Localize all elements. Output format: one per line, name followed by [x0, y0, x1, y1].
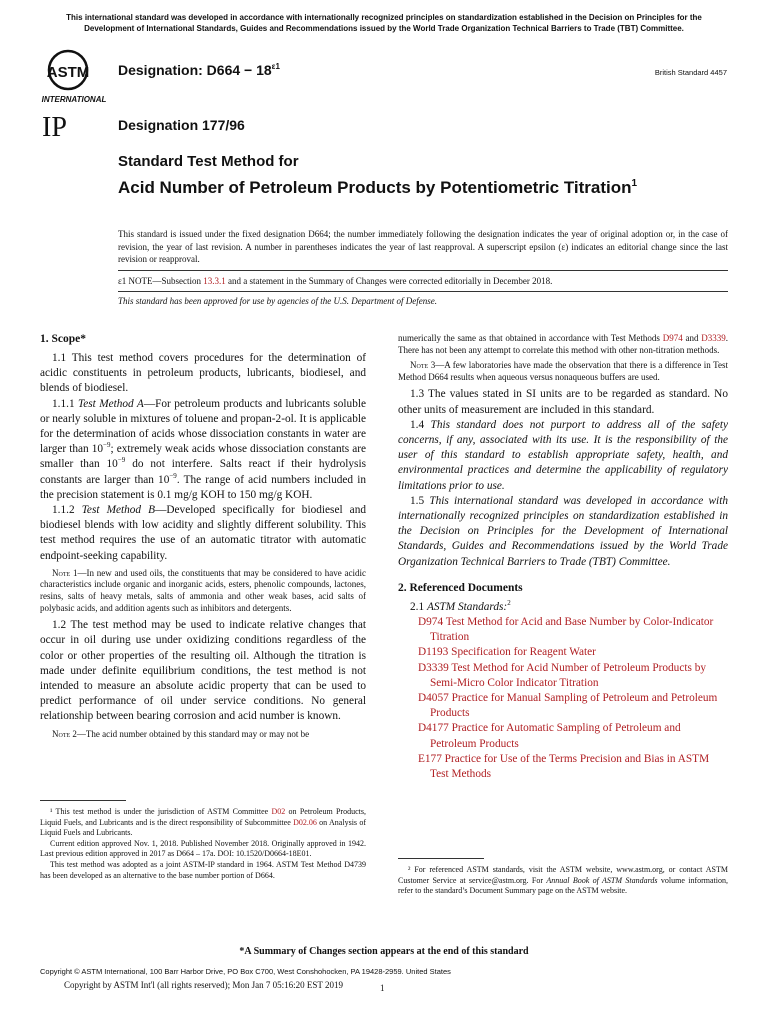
paragraph-1-1-2: 1.1.2 Test Method B—Developed specifically for biodiesel and biodiesel blends with low acidity and slightly different solubility. This test method requires the use of an automatic titrator with automatic endpoint-seeking capability.	[40, 504, 366, 562]
note-1: Note 1—In new and used oils, the constituents that may be considered to have acidic characteristics include organic and inorganic acids, esters, phenolic compounds, lactones, resins, salts of heavy metals, salts of ammonia and other weak bases, acid salts of polybasic acids, and addition agents such as inhibitors and detergents.	[40, 567, 366, 613]
reference-link[interactable]: D1193	[418, 646, 449, 659]
footnote-1-edition: Current edition approved Nov. 1, 2018. Published November 2018. Originally approved in 1942. Last previous edition approved in 2017 as D664 – 17a. DOI: 10.1520/D0664-18E01.	[40, 838, 366, 859]
subsection-link[interactable]: 13.3.1	[203, 275, 226, 286]
referenced-documents-heading: 2. Referenced Documents	[398, 581, 523, 594]
d02-06-link[interactable]: D02.06	[293, 817, 317, 827]
left-column	[40, 333, 366, 744]
reference-list	[398, 615, 728, 782]
paragraph-1-3: 1.3 The values stated in SI units are to be regarded as standard. No other units of measurement are included in this standard.	[398, 388, 728, 416]
divider	[118, 291, 728, 292]
scope-heading: 1. Scope*	[40, 333, 86, 345]
footnotes-left	[40, 800, 366, 881]
designation-astm: Designation: $D664 - 18^{\varepsilon 1}$	[118, 62, 280, 78]
d02-link[interactable]: D02	[271, 807, 286, 816]
right-column	[398, 333, 728, 782]
summary-of-changes-notice: *A Summary of Changes section appears at the end of this standard	[239, 946, 529, 957]
ip-logo-text: IP	[42, 112, 67, 140]
reference-item: D4057 Practice for Manual Sampling of Petroleum and Petroleum Products	[418, 692, 718, 720]
reference-link[interactable]: D974	[418, 616, 444, 629]
divider	[118, 270, 728, 271]
paragraph-1-1-1: 1.1.1 Test Method A—For petroleum products and lubricants soluble or nearly soluble in mixtures of toluene and propan-2-ol. It is applicable for the determination of acids whose dissociation constants in water are larger than $10^{-9}$; extremely weak acids whose dissociation constants are smaller than $10^{-9}$ do not interfere. Salts react if their hydrolysis constants are larger than $10^{-9}$. The range of acid numbers included in the precision statement is 0.1 mg/g KOH to 150 mg/g KOH.	[40, 397, 367, 501]
reference-item: E177 Practice for Use of the Terms Precision and Bias in ASTM Test Methods	[418, 752, 710, 781]
note-3: Note 3—A few laboratories have made the observation that there is a difference in Test Method D664 results when aqueous versus nonaqueous buffers are used.	[398, 360, 728, 382]
intro-block	[118, 228, 728, 306]
paragraph-1-1: 1.1 This test method covers procedures for the determination of acidic constituents in petroleum products, lubricants, biodiesel, and blends of biodiesel.	[40, 352, 366, 395]
ip-logo	[40, 110, 86, 140]
license-line: Copyright by ASTM Int'l (all rights reserved); Mon Jan 7 05:16:20 EST 2019	[64, 980, 343, 990]
reference-link[interactable]: D4057	[418, 692, 449, 705]
paragraph-1-5: 1.5 This international standard was developed in accordance with internationally recognized principles on standardization established in the Decision on Principles for the Development of International Standards, Guides and Recommendations issued by the World Trade Organization Technical Barriers to Trade (TBT) Committee.	[398, 494, 728, 568]
reference-link[interactable]: D3339	[418, 661, 449, 674]
d3339-link[interactable]: D3339	[701, 333, 726, 343]
footnote-rule	[40, 800, 126, 801]
intro-paragraph: This standard is issued under the fixed designation D664; the number immediately following the designation indicates the year of original adoption or, in the case of revision, the year of last revision. A number in parentheses indicates the year of last reapproval. A superscript epsilon (ε) indicates an editorial change since the last revision or reapproval.	[118, 229, 728, 264]
reference-link[interactable]: E177	[418, 752, 442, 765]
paragraph-1-4: 1.4 This standard does not purport to address all of the safety concerns, if any, associated with its use. It is the responsibility of the user of this standard to establish appropriate safety, health, and environmental practices and determine the applicability of regulatory limitations prior to use.	[398, 418, 728, 492]
footnotes-right	[398, 858, 728, 897]
designation-ip: Designation 177/96	[118, 117, 245, 133]
page-number: 1	[380, 983, 385, 993]
astm-logo-text: ASTM	[46, 64, 90, 81]
d974-link[interactable]: D974	[662, 333, 683, 343]
epsilon-note: ε1 NOTE—Subsection 13.3.1 and a statement in the Summary of Changes were corrected editorially in December 2018.	[118, 275, 553, 286]
astm-standards-label: 2.1 ASTM Standards:$^2$	[410, 598, 511, 613]
footnote-1-adoption: This test method was adopted as a joint ASTM-IP standard in 1964. ASTM Test Method D4739 has been developed as an alternative to the base number portion of D664.	[40, 859, 366, 880]
footnote-2: ² For referenced ASTM standards, visit the ASTM website, www.astm.org, or contact ASTM Customer Service at service@astm.org. For Annual Book of ASTM Standards volume information, refer to the standard’s Document Summary page on the ASTM website.	[398, 865, 729, 896]
reference-item: D4177 Practice for Automatic Sampling of Petroleum and Petroleum Products	[418, 722, 681, 750]
note-2-continued: numerically the same as that obtained in accordance with Test Methods D974 and D3339. There has not been any attempt to correlate this method with other non-titration methods.	[398, 333, 729, 355]
paragraph-1-2: 1.2 The test method may be used to indicate relative changes that occur in oil during use under oxidizing conditions regardless of the color or other properties of the resulting oil. Although the titration is made under definite equilibrium conditions, the test method is not intended to measure an absolute acidic property that can be used to predict performance of oil under service conditions. No general relationship between bearing corrosion and acid number is known.	[40, 619, 366, 723]
astm-logo	[40, 48, 110, 104]
reference-link[interactable]: D4177	[418, 722, 449, 735]
document-title: Acid Number of Petroleum Products by Potentiometric Titration$^1$	[118, 178, 638, 197]
reference-item: D974 Test Method for Acid and Base Number by Color-Indicator Titration	[418, 616, 714, 644]
title-line-1: Standard Test Method for	[118, 153, 299, 170]
astm-logo-subtext: INTERNATIONAL	[41, 95, 107, 104]
standard-notice: This international standard was developed in accordance with internationally recognized principles on standardization established in the Decision on Principles for the Development of International Standards, Guides and Recommendations issued by the World Trade Organization Technical Barriers to Trade (TBT) Committee.	[66, 13, 702, 33]
footnote-rule	[398, 858, 484, 859]
reference-item: D3339 Test Method for Acid Number of Petroleum Products by Semi-Micro Color Indicator Titration	[418, 661, 706, 689]
copyright-line: Copyright © ASTM International, 100 Barr Harbor Drive, PO Box C700, West Conshohocken, PA 19428-2959. United States	[40, 967, 451, 976]
footnote-1: ¹ This test method is under the jurisdiction of ASTM Committee D02 on Petroleum Products, Liquid Fuels, and Lubricants and is the direct responsibility of Subcommittee D02.06 on Analysis of Liquid Fuels and Lubricants.	[40, 807, 366, 838]
defense-statement: This standard has been approved for use by agencies of the U.S. Department of Defense.	[118, 295, 438, 306]
note-2: Note 2—The acid number obtained by this standard may or may not be	[52, 728, 310, 739]
reference-item: D1193 Specification for Reagent Water	[418, 646, 596, 659]
british-standard: British Standard 4457	[654, 68, 727, 77]
